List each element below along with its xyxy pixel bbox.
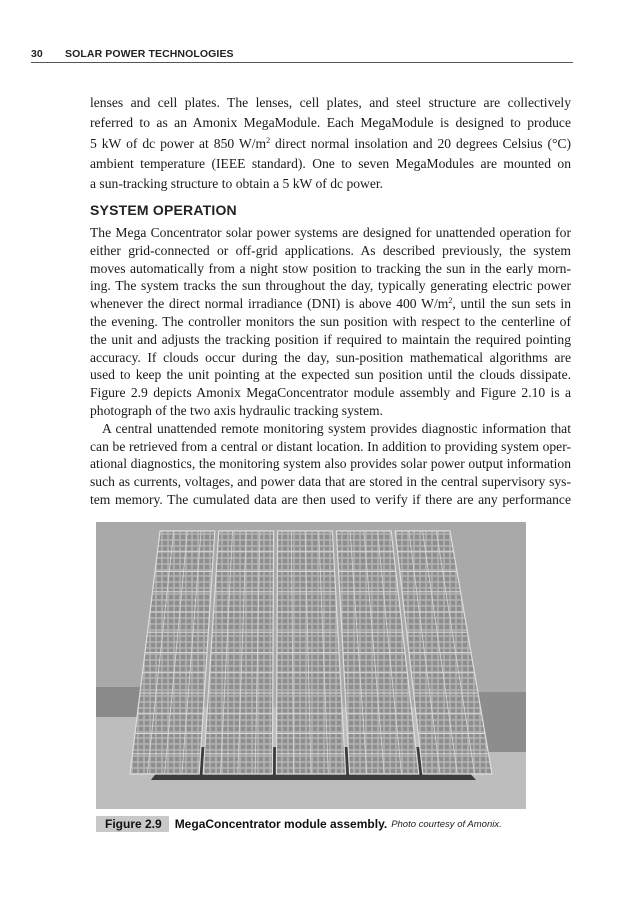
text-line: the evening. The controller monitors the sun position with respect to the centerline of [90,313,571,329]
text-line: can be retrieved from a central or distant location. In addition to providing system oper- [90,438,571,454]
paragraph-1 [90,93,571,194]
text-line: moves automatically from a night stow position to tracking the sun in the early morn- [90,260,571,276]
paragraph-2 [90,224,571,509]
text-line: A central unattended remote monitoring system provides diagnostic information that [102,420,571,436]
text-line: ambient temperature (IEEE standard). One to seven MegaModules are mounted on [90,155,571,171]
text-line: tem memory. The cumulated data are then used to verify if there are any performance [90,491,571,507]
text-line: used to keep the unit pointing at the expected sun position until the clouds dissipate. [90,367,571,383]
text-line: ational diagnostics, the monitoring system also provides solar power output information [90,456,571,472]
text-line: photograph of the two axis hydraulic tracking system. [90,402,383,418]
text-line: a sun-tracking structure to obtain a 5 kW of dc power. [90,176,384,192]
figure-title: MegaConcentrator module assembly. [174,817,388,831]
section-heading: SYSTEM OPERATION [90,202,237,218]
running-header [31,48,573,63]
text-line: The Mega Concentrator solar power systems are designed for unattended operation for [90,225,571,240]
running-title: SOLAR POWER TECHNOLOGIES [65,48,234,60]
text-line: referred to as an Amonix MegaModule. Each MegaModule is designed to produce [90,115,571,131]
text-line: accuracy. If clouds occur during the day, sun-position mathematical algorithms are [90,349,571,365]
text-line: either grid-connected or off-grid applications. As described previously, the system [90,242,571,258]
text-line: the unit and adjusts the tracking position if required to maintain the required pointing [90,331,571,347]
text-line: 5 kW of dc power at 850 $W/m^2$ direct normal insolation and 20 degrees Celsius (°C) [90,135,572,151]
text-line: whenever the direct normal irradiance (DNI) is above 400 $W/m^2$, until the sun sets in [90,296,571,312]
figure-credit: Photo courtesy of Amonix. [391,818,502,830]
figure-caption [96,815,502,833]
text-line: ing. The system tracks the sun throughout the day, typically generating electric power [90,278,571,294]
figure-label: Figure 2.9 [96,816,169,832]
solar-array-photo [96,522,526,809]
page-number: 30 [31,48,43,60]
text-line: Figure 2.9 depicts Amonix MegaConcentrator module assembly and Figure 2.10 is a [90,385,571,401]
text-line: lenses and cell plates. The lenses, cell plates, and steel structure are collectively [90,95,571,110]
text-line: such as currents, voltages, and power data that are stored in the central supervisory sys- [90,474,571,490]
